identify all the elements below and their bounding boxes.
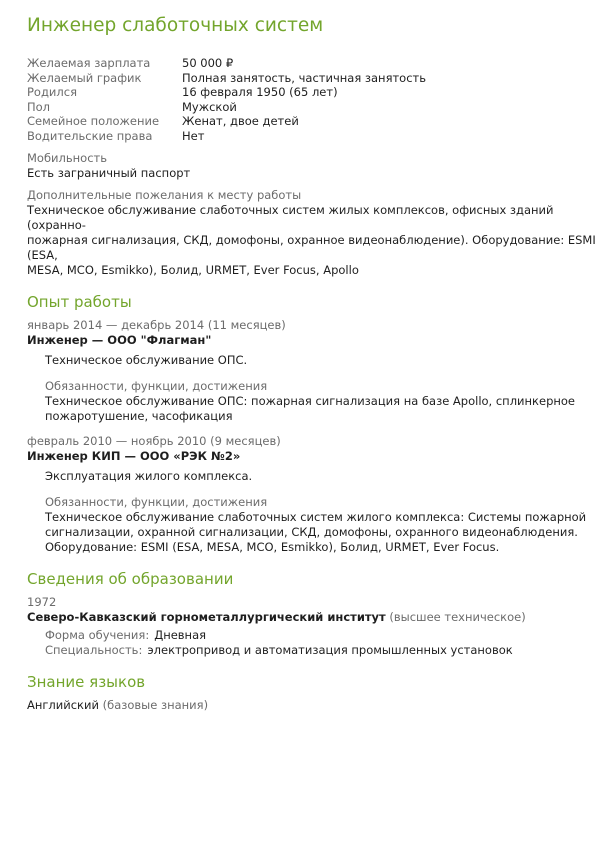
wishes-line: MESA, MCO, Esmikko), Болид, URMET, Ever Focus, Apollo: [27, 262, 359, 277]
education-heading: Сведения об образовании: [27, 569, 234, 588]
info-value: 16 февраля 1950 (65 лет): [182, 85, 338, 100]
job-duties-line: Техническое обслуживание слаботочных систем жилого комплекса: Системы пожарной: [45, 509, 587, 524]
job-details: [27, 353, 599, 424]
info-label: Семейное положение: [27, 114, 160, 129]
languages-section: [27, 672, 599, 713]
wishes-block: [27, 188, 599, 278]
info-row-schedule: [27, 71, 599, 86]
language-name: Английский: [27, 697, 99, 712]
info-row-family: [27, 114, 599, 129]
mobility-value: Есть заграничный паспорт: [27, 165, 191, 180]
education-institution-row: [27, 610, 599, 625]
info-label: Водительские права: [27, 128, 153, 143]
mobility-block: [27, 151, 599, 181]
job-duties-line: Оборудование: ESMI (ESA, MESA, MCO, Esmikko), Болид, URMET, Ever Focus.: [45, 539, 500, 554]
info-row-gender: [27, 100, 599, 115]
job-duties-line: сигнализации, охранной сигнализации, СКД, домофоны, охранного видеонаблюдения.: [45, 524, 578, 539]
languages-heading: Знание языков: [27, 672, 146, 691]
job-title: Инженер — ООО "Флагман": [27, 332, 212, 347]
job-duties-label: Обязанности, функции, достижения: [45, 378, 268, 393]
job-description: Эксплуатация жилого комплекса.: [45, 468, 253, 483]
info-value: Нет: [182, 128, 205, 143]
wishes-line: Техническое обслуживание слаботочных систем жилых комплексов, офисных зданий (охранно-: [27, 202, 554, 232]
resume-title: Инженер слаботочных систем: [27, 15, 324, 36]
wishes-label: Дополнительные пожелания к месту работы: [27, 187, 302, 202]
job-entry: [27, 318, 599, 424]
education-level: (высшее техническое): [389, 609, 526, 624]
info-value: 50 000 ₽: [182, 56, 234, 70]
wishes-line: пожарная сигнализация, СКД, домофоны, охранное видеонаблюдение). Оборудование: ESMI (ESA,: [27, 232, 596, 262]
education-form-value: Дневная: [154, 627, 207, 642]
job-description: Техническое обслуживание ОПС.: [45, 352, 248, 367]
info-label: Желаемый график: [27, 70, 142, 85]
education-specialty-row: [45, 643, 599, 658]
education-year: 1972: [27, 594, 57, 609]
education-specialty-label: Специальность:: [45, 642, 143, 657]
education-form-label: Форма обучения:: [45, 627, 150, 642]
education-section: [27, 569, 599, 658]
job-duties-line: пожаротушение, часофикация: [45, 408, 233, 423]
info-label: Пол: [27, 99, 51, 114]
education-institution: Северо-Кавказский горнометаллургический институт: [27, 609, 386, 624]
job-title: Инженер КИП — ООО «РЭК №2»: [27, 448, 241, 463]
job-duties-label: Обязанности, функции, достижения: [45, 494, 268, 509]
education-specialty-value: электропривод и автоматизация промышленных установок: [147, 642, 513, 657]
mobility-label: Мобильность: [27, 150, 108, 165]
language-row: [27, 698, 599, 713]
education-details: [27, 628, 599, 658]
education-form-row: [45, 628, 599, 643]
info-row-license: [27, 129, 599, 144]
info-value: Мужской: [182, 99, 237, 114]
info-label: Желаемая зарплата: [27, 56, 151, 70]
info-label: Родился: [27, 85, 77, 100]
language-level: (базовые знания): [102, 697, 209, 712]
personal-info: [27, 56, 599, 144]
job-period: февраль 2010 — ноябрь 2010 (9 месяцев): [27, 433, 281, 448]
job-period: январь 2014 — декабрь 2014 (11 месяцев): [27, 317, 286, 332]
experience-section: [27, 292, 599, 555]
job-entry: [27, 434, 599, 555]
info-row-salary: [27, 56, 599, 71]
experience-heading: Опыт работы: [27, 292, 132, 311]
info-row-birth: [27, 85, 599, 100]
job-details: [27, 469, 599, 555]
info-value: Женат, двое детей: [182, 114, 299, 129]
job-duties-line: Техническое обслуживание ОПС: пожарная сигнализация на базе Apollo, сплинкерное: [45, 393, 575, 408]
info-value: Полная занятость, частичная занятость: [182, 70, 427, 85]
